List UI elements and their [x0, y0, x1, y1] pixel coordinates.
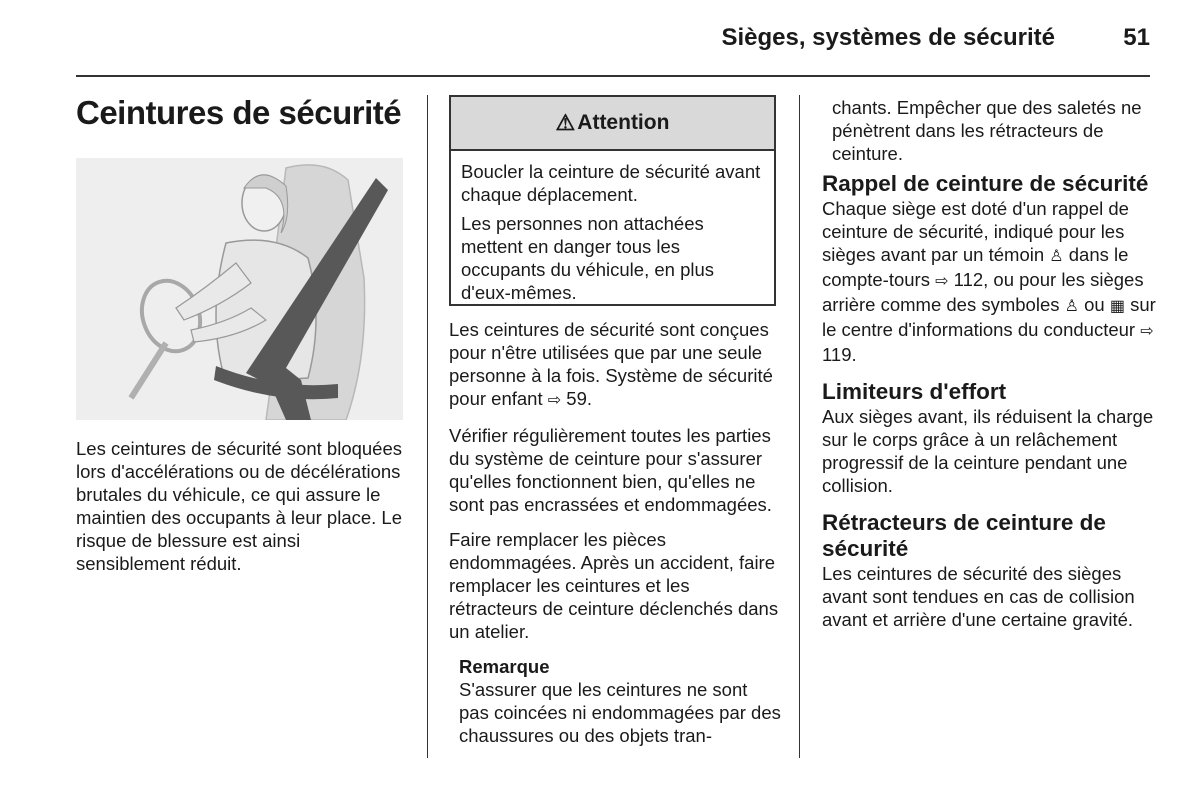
section-title: Ceintures de sécurité [76, 94, 402, 131]
attention-title: Attention [577, 111, 670, 134]
intro-paragraph: Les ceintures de sécurité sont bloquées lors d'accélérations ou de décélérations brutales du véhicule, ce qui assure le maintien des occupants à leur place. Le risque de blessure est ainsi sensiblement réduit. [76, 438, 403, 574]
attention-paragraph: Les personnes non attachées mettent en danger tous les occupants du véhicule, en plus d'eux-mêmes. [461, 213, 715, 303]
body-paragraph: Faire remplacer les pièces endommagées. Après un accident, faire remplacer les ceintures et les rétracteurs de ceinture déclenchés dans un atelier. [449, 529, 779, 642]
middle-text-column [449, 318, 781, 747]
header-divider [76, 75, 1150, 77]
right-text-column [822, 96, 1162, 631]
body-paragraph [449, 318, 781, 412]
subheading-seatbelt-reminder: Rappel de ceinture de sécurité [822, 171, 1149, 196]
subheading-load-limiters: Limiteurs d'effort [822, 379, 1007, 404]
note-block [449, 655, 781, 747]
attention-body [451, 151, 774, 304]
attention-warning-box [449, 95, 776, 306]
body-paragraph: Les ceintures de sécurité des sièges avant sont tendues en cas de collision avant et arrière d'une certaine gravité. [822, 563, 1135, 630]
page-reference[interactable]: 112, ou pour les sièges arrière comme des symboles [822, 269, 1144, 315]
intro-text-column [76, 437, 408, 575]
body-paragraph: Aux sièges avant, ils réduisent la charge sur le corps grâce à un relâchement progressif de la ceinture pendant une collision. [822, 406, 1154, 496]
seatbelt-illustration [76, 158, 403, 420]
page-number: 51 [1123, 24, 1150, 51]
subheading-retractors: Rétracteurs de ceinture de sécurité [822, 510, 1106, 561]
note-text: S'assurer que les ceintures ne sont pas coincées ni endommagées par des chaussures ou des objets tran- [459, 679, 781, 746]
page-reference-icon: ⇨ [1140, 323, 1154, 340]
seatbelt-reminder-icon: ♙ [1064, 298, 1079, 315]
continuation-paragraph: chants. Empêcher que des saletés ne pénètrent dans les rétracteurs de ceinture. [832, 97, 1142, 164]
body-paragraph: Vérifier régulièrement toutes les parties du système de ceinture pour s'assurer qu'elles fonctionnent bien, qu'elles ne sont pas encrassées et endommagées. [449, 425, 772, 515]
page-reference[interactable]: 119. [822, 344, 857, 365]
note-title: Remarque [459, 656, 550, 677]
column-divider [427, 95, 428, 758]
body-paragraph: Chaque siège est doté d'un rappel de ceinture de sécurité, indiqué pour les sièges avant par un témoin ♙ dans le compte-tours ⇨ 112, ou pour les sièges arrière comme des symboles ♙ ou ▦ sur le centre d'informations du conducteur ⇨ 119. [822, 198, 1156, 365]
page-reference-icon: ⇨ [935, 273, 949, 290]
attention-header [451, 97, 774, 151]
body-text: Les ceintures de sécurité sont conçues pour n'être utilisées que par une seule personne à la fois. Système de sécurité pour enfant [449, 319, 773, 409]
seatbelt-reminder-icon: ♙ [1049, 248, 1064, 265]
rear-seat-symbol-icon: ▦ [1109, 298, 1125, 315]
page-reference[interactable]: 59. [566, 388, 593, 409]
page-reference-icon: ⇨ [547, 392, 562, 409]
warning-triangle-icon: ⚠ [555, 110, 576, 135]
header-title: Sièges, systèmes de sécurité [721, 24, 1055, 51]
column-divider [799, 95, 800, 758]
attention-paragraph: Boucler la ceinture de sécurité avant chaque déplacement. [461, 161, 761, 205]
